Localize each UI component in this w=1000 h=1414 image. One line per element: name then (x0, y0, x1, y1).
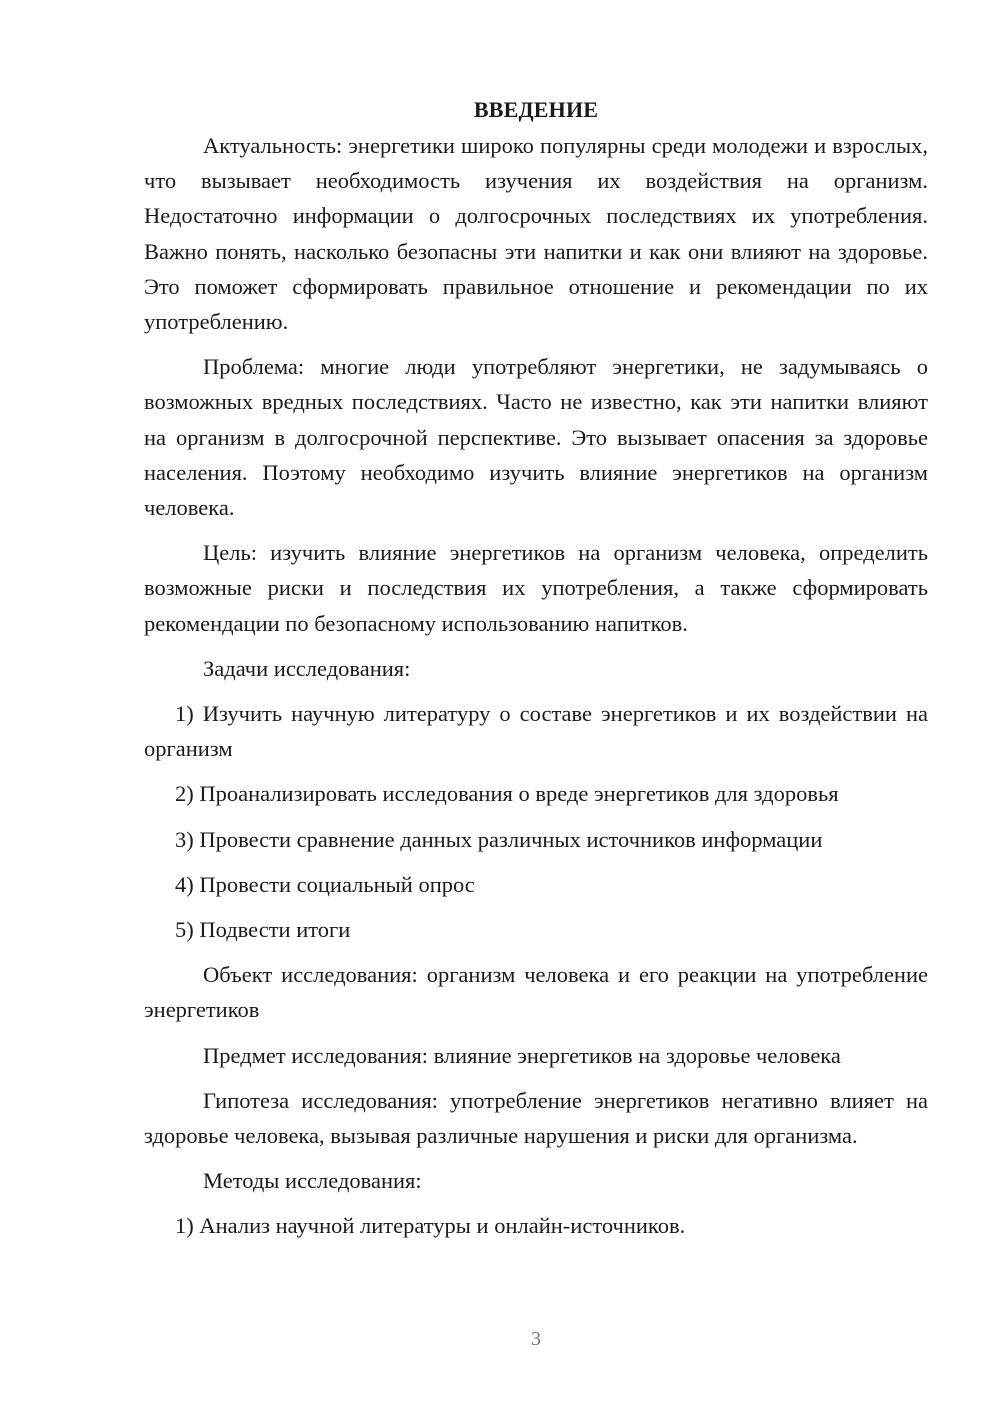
tasks-heading: Задачи исследования: (203, 655, 411, 681)
paragraph-object: Объект исследования: организм человека и его реакции на употребление энергетиков (144, 962, 928, 1023)
paragraph-goal: Цель: изучить влияние энергетиков на организм человека, определить возможные риски и последствия их употребления, а также сформировать рекомендации по безопасному использованию напитков. (144, 540, 928, 636)
task-item: 1) Изучить научную литературу о составе энергетиков и их воздействии на организм (144, 701, 928, 762)
method-item: 1) Анализ научной литературы и онлайн-источников. (175, 1213, 686, 1239)
task-item: 5) Подвести итоги (175, 917, 351, 943)
paragraph-problem: Проблема: многие люди употребляют энергетики, не задумываясь о возможных вредных последствиях. Часто не известно, как эти напитки влияют на организм в долгосрочной перспективе. Это вызывает опасения за здоровье населения. Поэтому необходимо изучить влияние энергетиков на организм человека. (144, 354, 928, 521)
paragraph-subject: Предмет исследования: влияние энергетиков на здоровье человека (203, 1042, 841, 1068)
page-title: ВВЕДЕНИЕ (473, 97, 599, 122)
paragraph-relevance: Актуальность: энергетики широко популярны среди молодежи и взрослых, что вызывает необходимость изучения их воздействия на организм. Недостаточно информации о долгосрочных последствиях их употребления. Важно понять, насколько безопасны эти напитки и как они влияют на здоровье. Это поможет сформировать правильное отношение и рекомендации по их употреблению. (144, 133, 928, 335)
page-number: 3 (531, 1328, 541, 1350)
document-page (144, 92, 928, 1254)
task-item: 2) Проанализировать исследования о вреде энергетиков для здоровья (175, 781, 839, 807)
paragraph-hypothesis: Гипотеза исследования: употребление энергетиков негативно влияет на здоровье человека, вызывая различные нарушения и риски для организма. (144, 1087, 928, 1149)
task-item: 3) Провести сравнение данных различных источников информации (175, 826, 823, 852)
task-item: 4) Провести социальный опрос (175, 871, 475, 897)
methods-heading: Методы исследования: (203, 1168, 422, 1194)
